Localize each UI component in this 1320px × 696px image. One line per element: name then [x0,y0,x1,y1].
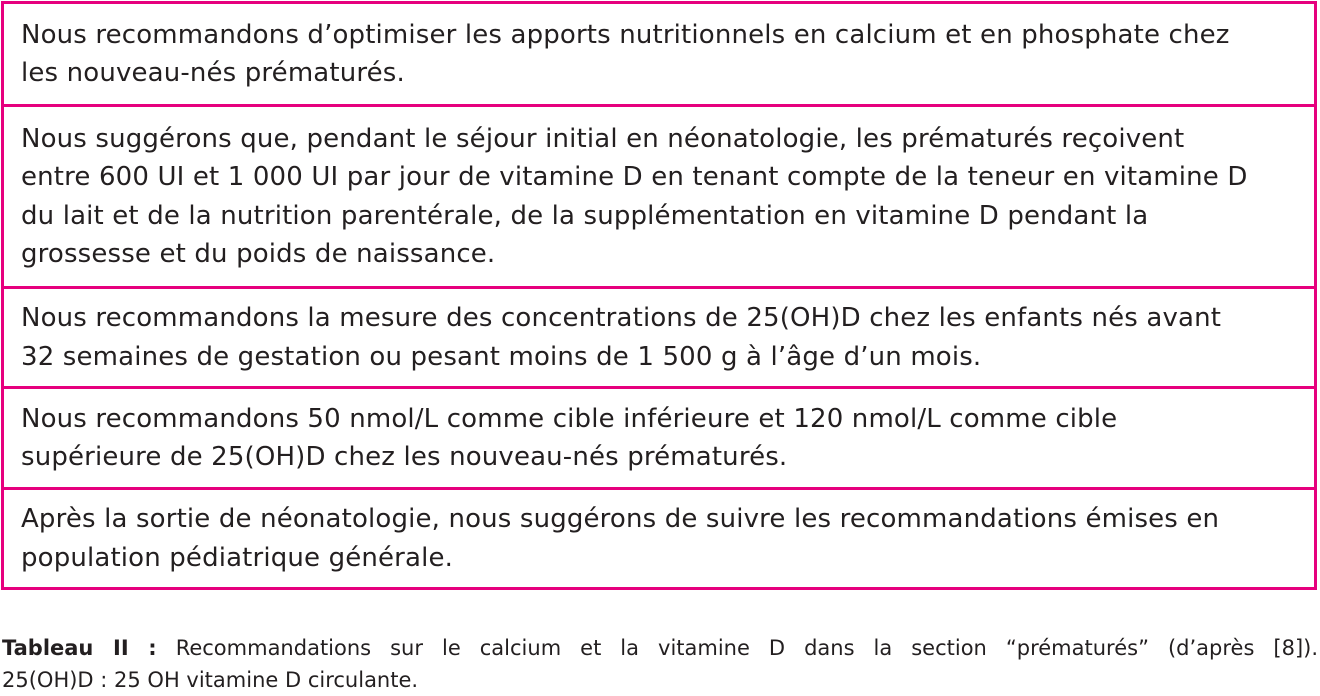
table-row [4,487,1314,587]
caption-text: Recommandations sur le calcium et la vitamine D dans la section “prématurés” (d’après [8]). [156,636,1319,660]
row-text-line: 32 semaines de gestation ou pesant moins de 1 500 g à l’âge d’un mois. [21,341,982,372]
row-text-line: Nous recommandons d’optimiser les apports nutritionnels en calcium et en phosphate chez [21,19,1230,50]
row-text-line: Après la sortie de néonatologie, nous suggérons de suivre les recommandations émises en [21,504,1220,534]
row-text-line: population pédiatrique générale. [21,542,454,573]
row-text-line: les nouveau-nés prématurés. [21,58,405,88]
row-text-line: Nous recommandons la mesure des concentrations de 25(OH)D chez les enfants nés avant [21,303,1222,333]
row-text-line: Nous suggérons que, pendant le séjour initial en néonatologie, les prématurés reçoivent [21,123,1185,154]
table-row [4,104,1314,286]
row-text-line: supérieure de 25(OH)D chez les nouveau-nés prématurés. [21,442,788,472]
row-text-line: du lait et de la nutrition parentérale, de la supplémentation en vitamine D pendant la [21,200,1149,231]
row-text-line: Nous recommandons 50 nmol/L comme cible inférieure et 120 nmol/L comme cible [21,403,1118,434]
caption-label: Tableau II : [2,636,157,660]
row-text-line: grossesse et du poids de naissance. [21,239,496,269]
recommendations-table [1,1,1317,590]
row-text-line: entre 600 UI et 1 000 UI par jour de vitamine D en tenant compte de la teneur en vitamine D [21,162,1248,192]
caption-note: 25(OH)D : 25 OH vitamine D circulante. [2,668,419,692]
table-row [4,286,1314,386]
caption-line [2,632,1318,664]
table-row [4,4,1314,104]
table-row [4,386,1314,487]
table-caption [2,632,1318,696]
